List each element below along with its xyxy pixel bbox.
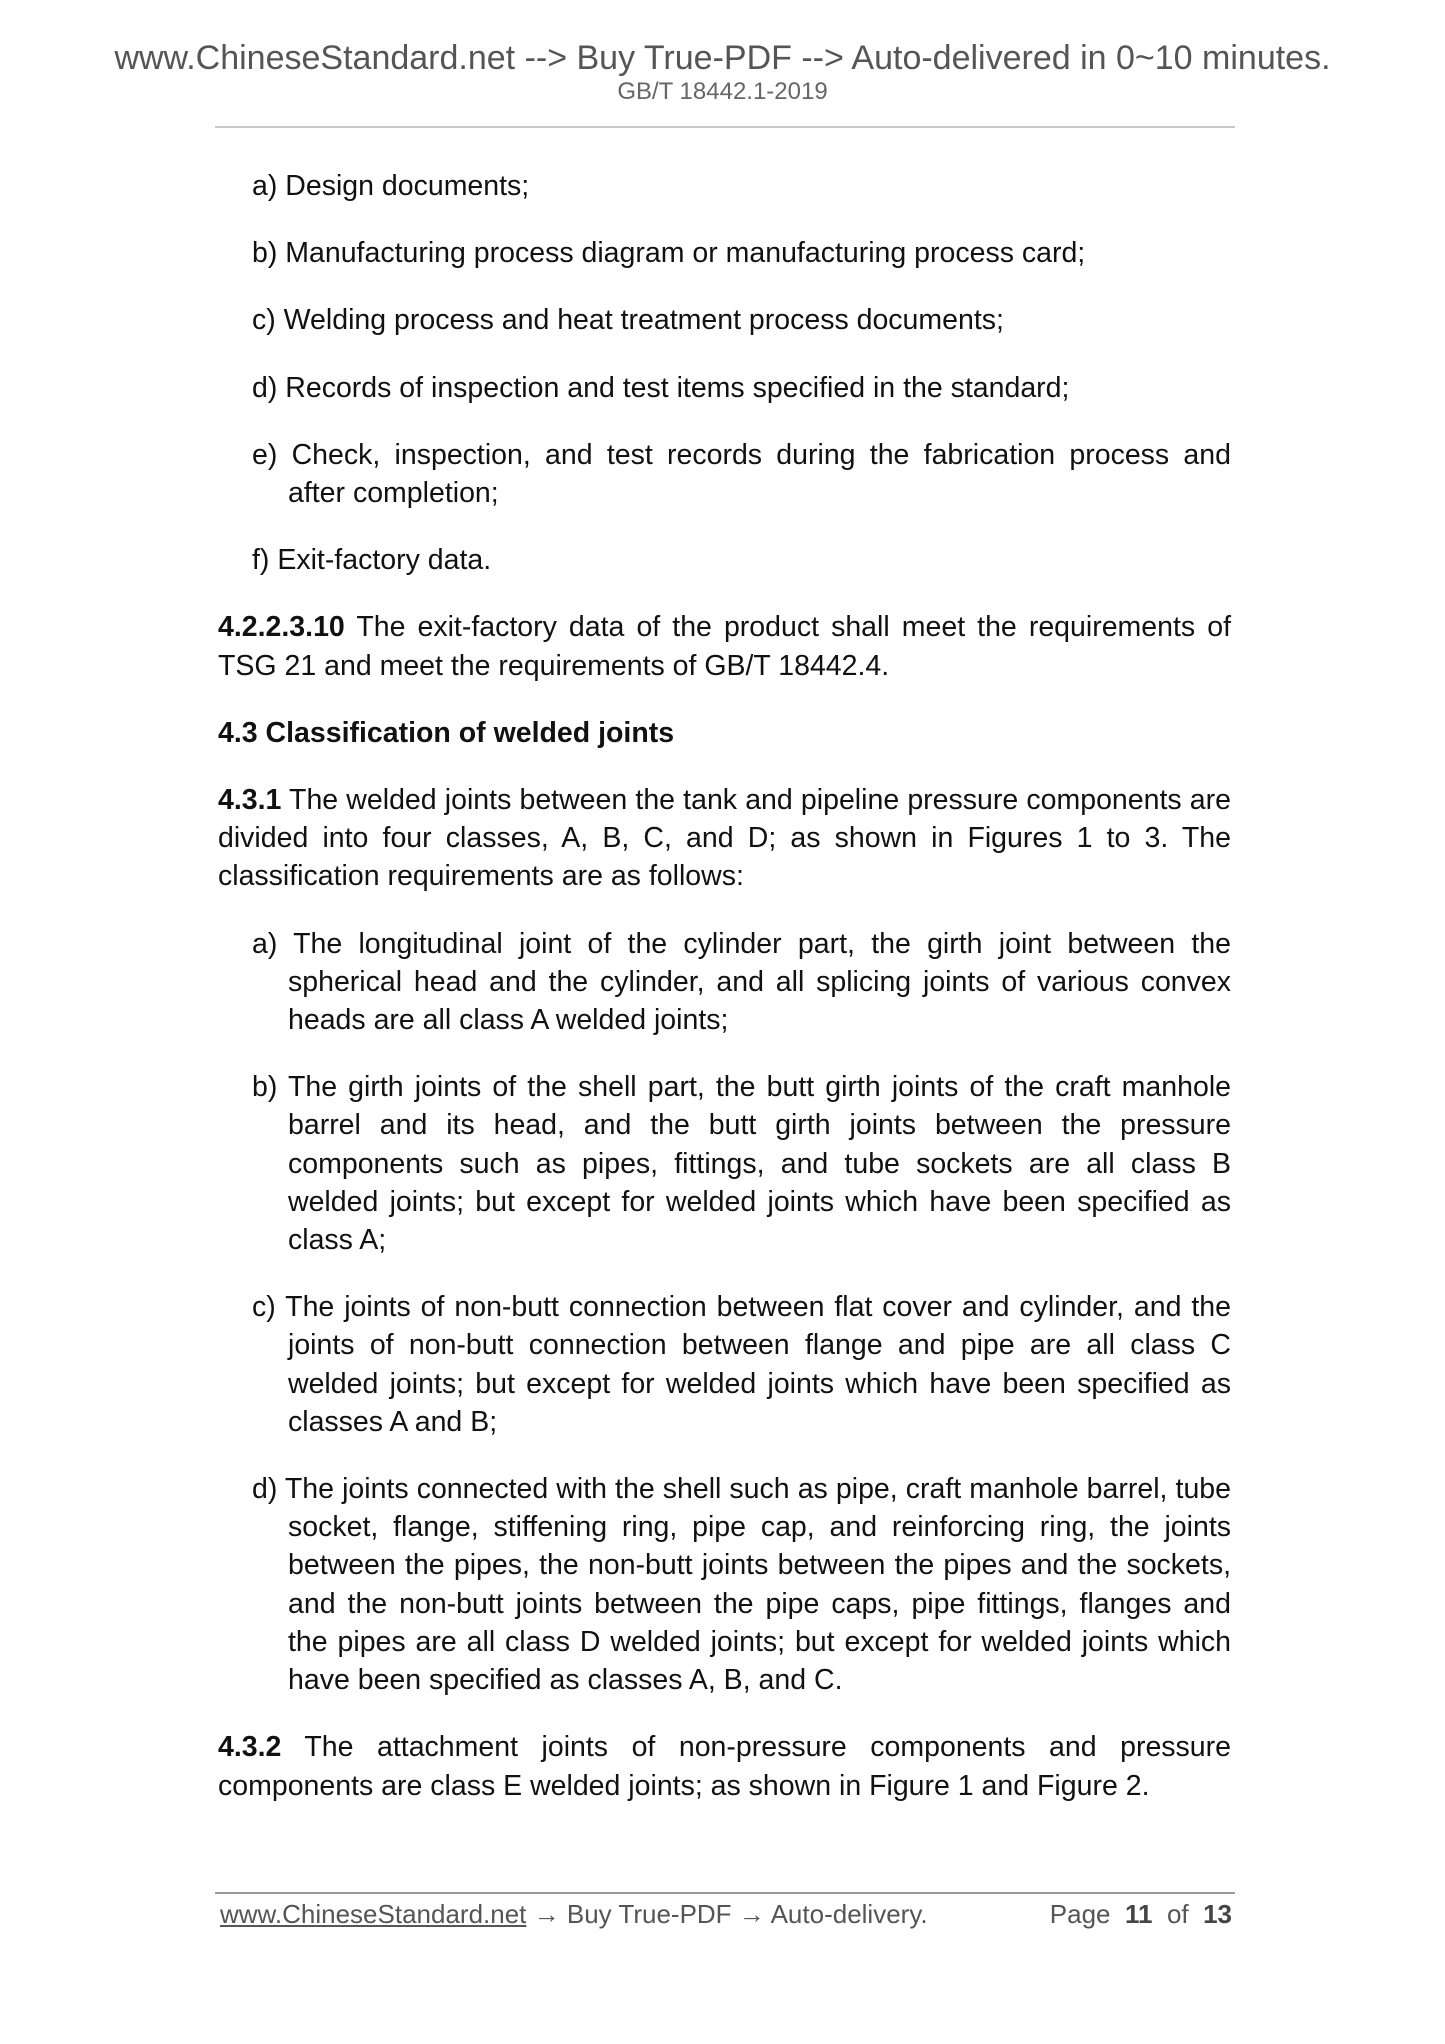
footer-buy-text: Buy True-PDF [566,1899,732,1929]
list-item-b: b) Manufacturing process diagram or manufacturing process card; [252,237,1086,270]
clause-number: 4.3.2 [218,1731,282,1764]
arrow-icon: → [526,1899,567,1929]
list-item-f: f) Exit-factory data. [252,544,492,577]
header-divider [215,126,1235,128]
footer-divider [215,1892,1235,1894]
list-item-a: a) Design documents; [252,170,530,202]
list-item-c: c) Welding process and heat treatment process documents; [252,304,1004,337]
header-promo-line: www.ChineseStandard.net --> Buy True-PDF --> Auto-delivered in 0~10 minutes. [114,39,1331,77]
clause-4-3-1 [218,781,1231,896]
page-word: Page [1049,1899,1111,1929]
clause-number: 4.2.2.3.10 [218,611,345,644]
clause-text: The welded joints between the tank and pipeline pressure components are divided into four classes, A, B, C, and D; as shown in Figures 1 to 3. The classification requirements are as follows: [218,784,1231,893]
clause-number: 4.3.1 [218,784,282,817]
arrow-icon: → [731,1899,771,1929]
page-number [1050,1898,1232,1930]
class-item-d: d) The joints connected with the shell such as pipe, craft manhole barrel, tube socket, flange, stiffening ring, pipe cap, and reinforcing ring, the joints between the pipes, the non-butt joints between the pipes and the sockets, and the non-butt joints between the pipe caps, pipe fittings, flanges and the pipes are all class D welded joints; but except for welded joints which have been specified as classes A, B, and C. [252,1473,1231,1697]
of-word: of [1166,1899,1189,1929]
clause-text: The exit-factory data of the product shall meet the requirements of TSG 21 and meet the requirements of GB/T 18442.4. [218,611,1231,682]
clause-text: The attachment joints of non-pressure components and pressure components are class E welded joints; as shown in Figure 1 and Figure 2. [218,1731,1231,1802]
footer-auto-text: Auto-delivery. [770,1899,928,1929]
class-item-a: a) The longitudinal joint of the cylinder part, the girth joint between the spherical head and the cylinder, and all splicing joints of various convex heads are all class A welded joints; [252,927,1231,1037]
footer-site-link[interactable]: www.ChineseStandard.net [220,1899,527,1929]
list-item-d: d) Records of inspection and test items specified in the standard; [252,371,1070,404]
clause-4-2-2-3-10 [218,608,1231,684]
page-body [218,167,1231,1834]
page-total: 13 [1203,1899,1232,1929]
clause-4-3-2 [218,1728,1231,1804]
list-item-e: e) Check, inspection, and test records during the fabrication process and after completion; [252,438,1231,510]
section-heading-4-3: 4.3 Classification of welded joints [218,716,675,749]
class-item-b: b) The girth joints of the shell part, the butt girth joints of the craft manhole barrel and its head, and the butt girth joints between the pressure components such as pipes, fittings, and tube sockets are all class B welded joints; but except for welded joints which have been specified as class A; [252,1071,1231,1257]
class-item-c: c) The joints of non-butt connection between flat cover and cylinder, and the joints of non-butt connection between flange and pipe are all class C welded joints; but except for welded joints which have been specified as classes A and B; [252,1291,1231,1438]
footer-promo [220,1898,928,1930]
header-standard-number: GB/T 18442.1-2019 [617,78,828,105]
page-current: 11 [1124,1899,1153,1929]
